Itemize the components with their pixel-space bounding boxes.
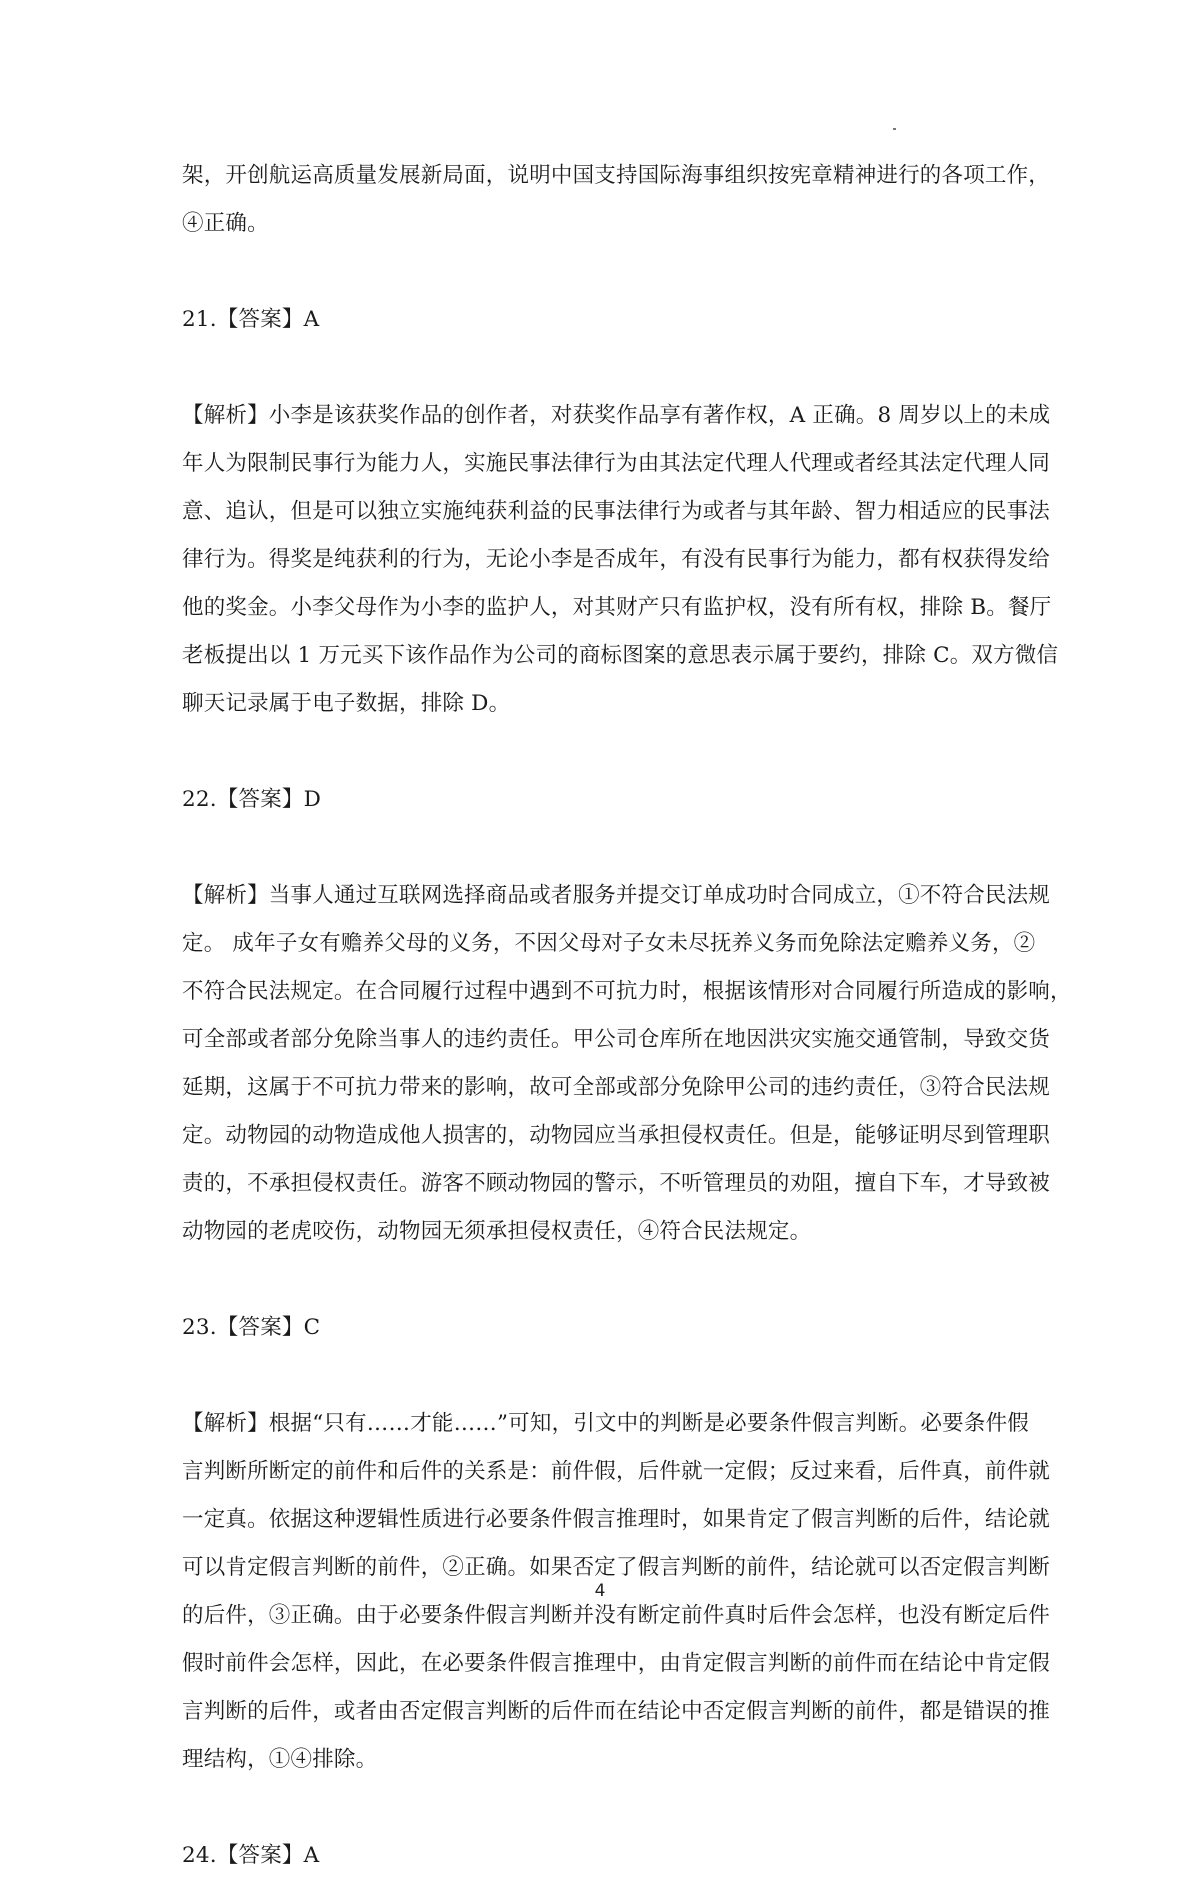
text-line: 假时前件会怎样，因此，在必要条件假言推理中，由肯定假言判断的前件而在结论中肯定假 [182, 1651, 1051, 1676]
paragraph-gap [182, 824, 1032, 872]
paragraph [182, 776, 1032, 824]
paragraph-gap [182, 1256, 1032, 1304]
text-line: 【解析】当事人通过互联网选择商品或者服务并提交订单成功时合同成立，①不符合民法规 [182, 883, 1051, 908]
text-line: 定。动物园的动物造成他人损害的，动物园应当承担侵权责任。但是，能够证明尽到管理职 [182, 1123, 1051, 1148]
text-line: 不符合民法规定。在合同履行过程中遇到不可抗力时，根据该情形对合同履行所造成的影响， [182, 979, 1072, 1004]
text-line: 一定真。依据这种逻辑性质进行必要条件假言推理时，如果肯定了假言判断的后件，结论就 [182, 1507, 1051, 1532]
paragraph-gap [182, 344, 1032, 392]
text-line: 22.【答案】D [182, 787, 322, 812]
scan-speck [893, 128, 896, 130]
text-line: 【解析】小李是该获奖作品的创作者，对获奖作品享有著作权，A 正确。8 周岁以上的未成 [182, 403, 1051, 428]
text-line: 23.【答案】C [182, 1315, 321, 1340]
text-line: 定。 成年子女有赡养父母的义务，不因父母对子女未尽抚养义务而免除法定赡养义务，② [182, 931, 1036, 956]
paragraph [182, 392, 1059, 728]
paragraph-gap [182, 248, 1032, 296]
text-line: 架，开创航运高质量发展新局面，说明中国支持国际海事组织按宪章精神进行的各项工作， [182, 163, 1051, 188]
text-line: 的后件，③正确。由于必要条件假言判断并没有断定前件真时后件会怎样，也没有断定后件 [182, 1603, 1051, 1628]
paragraph-gap [182, 1352, 1032, 1400]
text-line: 可全部或者部分免除当事人的违约责任。甲公司仓库所在地因洪灾实施交通管制，导致交货 [182, 1027, 1051, 1052]
text-line: 言判断所断定的前件和后件的关系是：前件假，后件就一定假；反过来看，后件真，前件就 [182, 1459, 1051, 1484]
text-line: 聊天记录属于电子数据，排除 D。 [182, 691, 511, 716]
text-line: 老板提出以 1 万元买下该作品作为公司的商标图案的意思表示属于要约，排除 C。双方微信 [182, 643, 1059, 668]
text-line: 【解析】根据“只有……才能……”可知，引文中的判断是必要条件假言判断。必要条件假 [182, 1411, 1029, 1436]
text-line: 21.【答案】A [182, 307, 320, 332]
text-line: 24.【答案】A [182, 1843, 320, 1868]
text-line: 延期，这属于不可抗力带来的影响，故可全部或部分免除甲公司的违约责任，③符合民法规 [182, 1075, 1051, 1100]
text-line: 动物园的老虎咬伤，动物园无须承担侵权责任，④符合民法规定。 [182, 1219, 812, 1244]
paragraph-gap [182, 1784, 1032, 1832]
text-line: 责的，不承担侵权责任。游客不顾动物园的警示，不听管理员的劝阻，擅自下车，才导致被 [182, 1171, 1051, 1196]
paragraph [182, 1832, 1032, 1880]
text-line: 律行为。得奖是纯获利的行为，无论小李是否成年，有没有民事行为能力，都有权获得发给 [182, 547, 1051, 572]
paragraph [182, 872, 1072, 1256]
paragraph [182, 296, 1032, 344]
text-line: 理结构，①④排除。 [182, 1747, 378, 1772]
text-line: 可以肯定假言判断的前件，②正确。如果否定了假言判断的前件，结论就可以否定假言判断 [182, 1555, 1051, 1580]
text-line: 他的奖金。小李父母作为小李的监护人，对其财产只有监护权，没有所有权，排除 B。餐厅 [182, 595, 1052, 620]
page-number: 4 [594, 1581, 606, 1601]
paragraph [182, 1304, 1032, 1352]
text-line: ④正确。 [182, 211, 269, 236]
document-body [182, 152, 1072, 1880]
text-line: 言判断的后件，或者由否定假言判断的后件而在结论中否定假言判断的前件，都是错误的推 [182, 1699, 1051, 1724]
paragraph-gap [182, 728, 1032, 776]
text-line: 意、追认，但是可以独立实施纯获利益的民事法律行为或者与其年龄、智力相适应的民事法 [182, 499, 1051, 524]
text-line: 年人为限制民事行为能力人，实施民事法律行为由其法定代理人代理或者经其法定代理人同 [182, 451, 1051, 476]
paragraph [182, 152, 1051, 248]
